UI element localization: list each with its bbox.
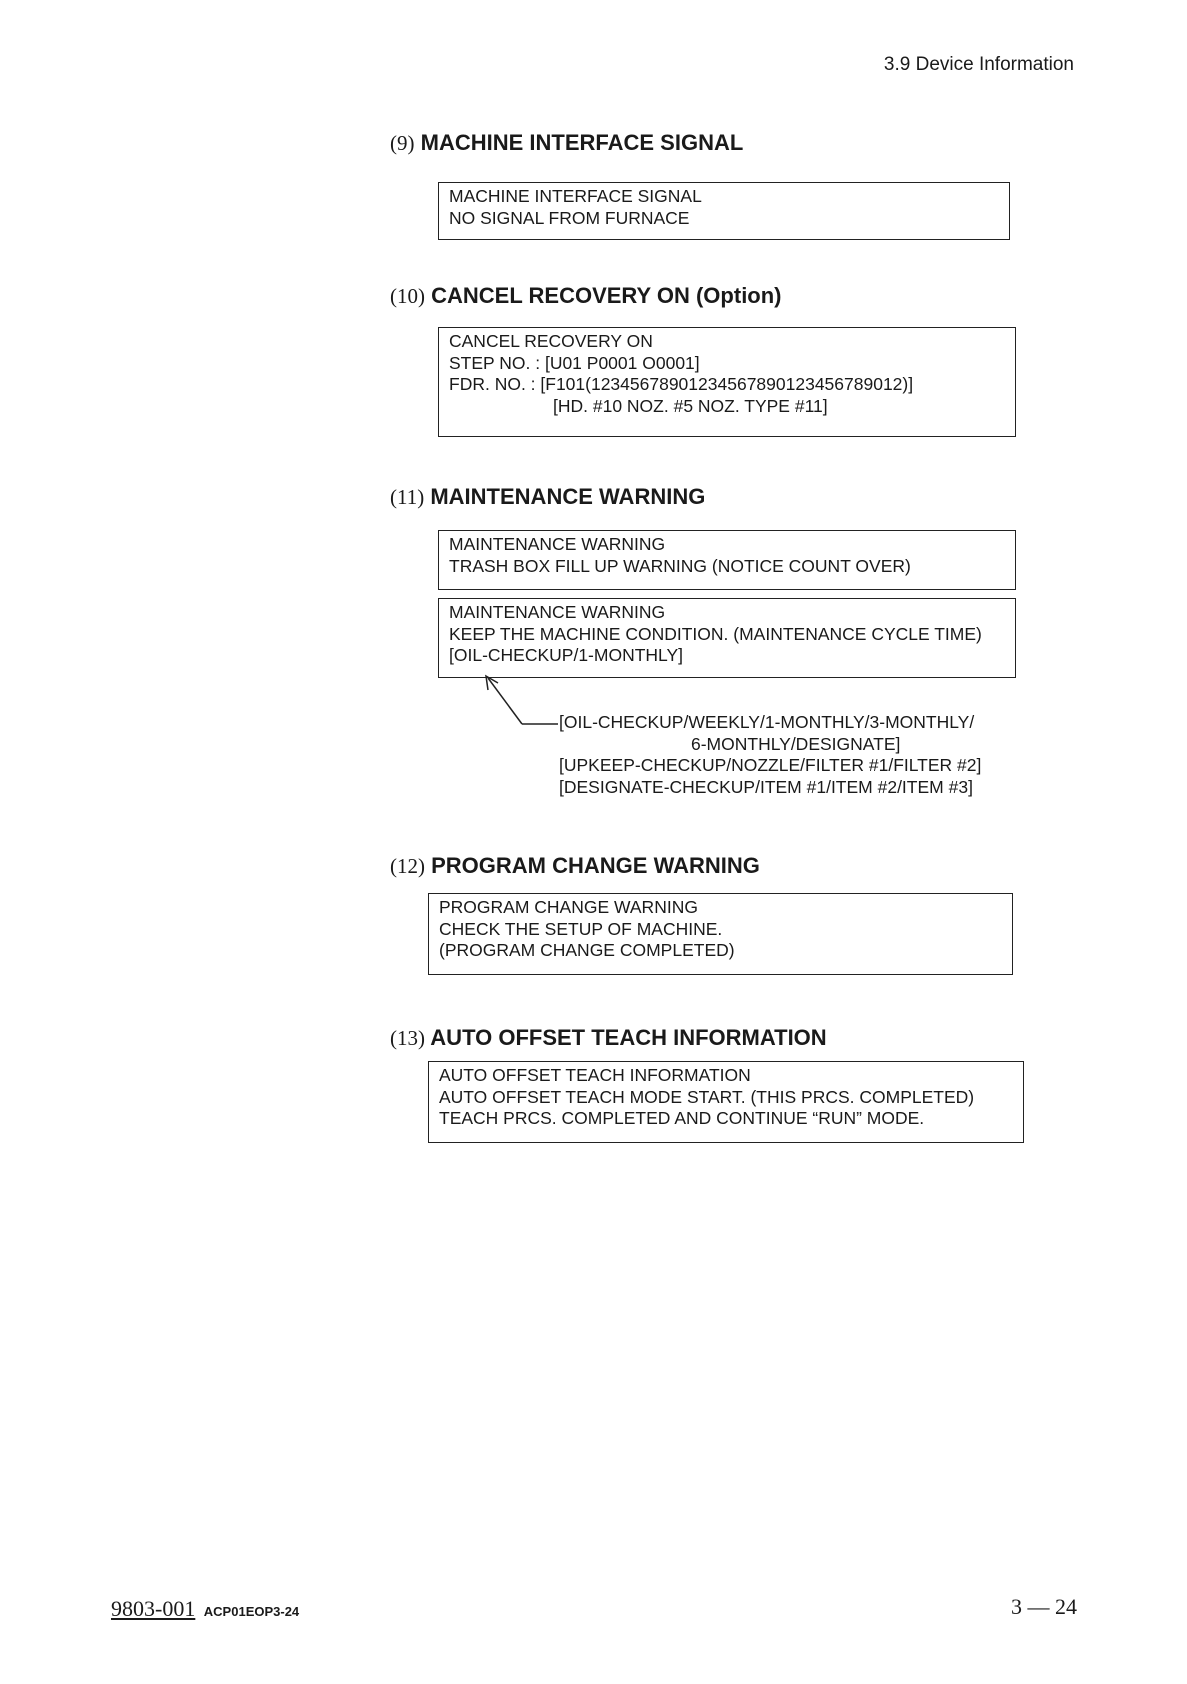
- option-line: [OIL-CHECKUP/WEEKLY/1-MONTHLY/3-MONTHLY/: [559, 712, 975, 732]
- section-9-title: [390, 130, 743, 156]
- section-title-text: AUTO OFFSET TEACH INFORMATION: [430, 1025, 827, 1050]
- box-line: CHECK THE SETUP OF MACHINE.: [439, 918, 723, 939]
- footer-doc-info: [111, 1596, 299, 1622]
- maintenance-warning-box-1: [438, 530, 1016, 590]
- box-line: [OIL-CHECKUP/1-MONTHLY]: [449, 645, 684, 665]
- section-header: 3.9 Device Information: [883, 54, 1074, 75]
- box-line: PROGRAM CHANGE WARNING: [439, 897, 698, 917]
- auto-offset-teach-box: [428, 1061, 1024, 1143]
- section-12-title: [390, 853, 760, 879]
- section-number: (9): [390, 131, 415, 155]
- maintenance-options-list: [559, 712, 981, 798]
- section-10-title: [390, 283, 782, 309]
- section-title-text: PROGRAM CHANGE WARNING: [431, 853, 760, 878]
- section-title-text: MAINTENANCE WARNING: [430, 484, 706, 509]
- option-line: 6-MONTHLY/DESIGNATE]: [691, 733, 901, 754]
- box-line: FDR. NO. : [F101(12345678901234567890123456789012)]: [449, 374, 914, 394]
- section-11-title: [390, 484, 705, 510]
- box-line: TEACH PRCS. COMPLETED AND CONTINUE “RUN” MODE.: [439, 1108, 925, 1128]
- page-number: 3 — 24: [1011, 1594, 1077, 1619]
- box-line: [HD. #10 NOZ. #5 NOZ. TYPE #11]: [553, 395, 828, 416]
- program-change-warning-box: [428, 893, 1013, 975]
- box-line: AUTO OFFSET TEACH MODE START. (THIS PRCS. COMPLETED): [439, 1086, 975, 1107]
- option-line: [DESIGNATE-CHECKUP/ITEM #1/ITEM #2/ITEM #3]: [559, 776, 973, 797]
- section-number: (10): [390, 284, 425, 308]
- box-line: TRASH BOX FILL UP WARNING (NOTICE COUNT OVER): [449, 555, 911, 576]
- box-line: MAINTENANCE WARNING: [449, 534, 666, 554]
- doc-id: ACP01EOP3-24: [203, 1604, 300, 1619]
- box-line: KEEP THE MACHINE CONDITION. (MAINTENANCE CYCLE TIME): [449, 623, 982, 644]
- maintenance-warning-box-2: [438, 598, 1016, 678]
- box-line: (PROGRAM CHANGE COMPLETED): [439, 940, 735, 960]
- doc-code: 9803-001: [111, 1596, 196, 1621]
- section-number: (12): [390, 854, 425, 878]
- box-line: STEP NO. : [U01 P0001 O0001]: [449, 352, 700, 373]
- box-line: MACHINE INTERFACE SIGNAL: [449, 186, 702, 206]
- box-line: AUTO OFFSET TEACH INFORMATION: [439, 1065, 751, 1085]
- box-line: NO SIGNAL FROM FURNACE: [449, 207, 690, 228]
- section-number: (11): [390, 485, 425, 509]
- machine-interface-signal-box: [438, 182, 1010, 240]
- pointer-arrow-icon: [482, 674, 562, 734]
- section-number: (13): [390, 1026, 425, 1050]
- section-title-text: MACHINE INTERFACE SIGNAL: [420, 130, 744, 155]
- section-title-text: CANCEL RECOVERY ON (Option): [431, 283, 782, 308]
- option-line: [UPKEEP-CHECKUP/NOZZLE/FILTER #1/FILTER #2]: [559, 755, 982, 775]
- box-line: CANCEL RECOVERY ON: [449, 331, 653, 351]
- cancel-recovery-box: [438, 327, 1016, 437]
- box-line: MAINTENANCE WARNING: [449, 602, 666, 622]
- section-13-title: [390, 1025, 827, 1051]
